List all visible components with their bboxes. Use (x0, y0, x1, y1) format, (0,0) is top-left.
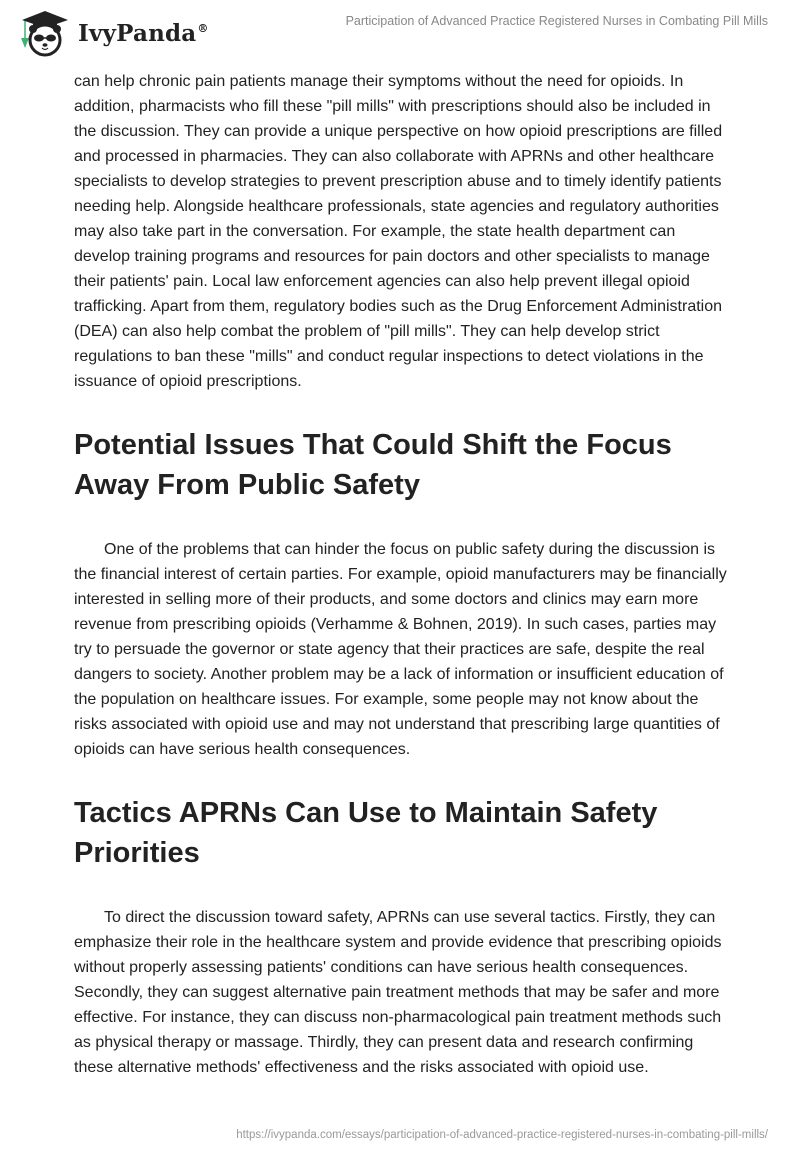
ivypanda-logo[interactable] (16, 8, 209, 58)
brand-name: IvyPanda® (78, 19, 209, 47)
source-url[interactable]: https://ivypanda.com/essays/participation-of-advanced-practice-registered-nurses-in-combating-pill-mills/ (236, 1129, 768, 1141)
document-title: Participation of Advanced Practice Registered Nurses in Combating Pill Mills (345, 14, 768, 28)
section-heading-tactics: Tactics APRNs Can Use to Maintain Safety Priorities (74, 797, 658, 869)
paragraph-tactics: To direct the discussion toward safety, APRNs can use several tactics. Firstly, they can emphasize their role in the healthcare system and provide evidence that prescribing opioids without properly assessing patients' conditions can have serious health consequences. Secondly, they can suggest alternative pain treatment methods that may be safer and more effective. For instance, they can discuss non-pharmacological pain treatment methods such as physical therapy or massage. Thirdly, they can present data and research confirming these alternative methods' effectiveness and the risks associated with opioid use. (74, 909, 722, 1076)
panda-graduate-icon (16, 8, 74, 58)
paragraph-potential-issues: One of the problems that can hinder the focus on public safety during the discussion is the financial interest of certain parties. For example, opioid manufacturers may be financially interested in selling more of their products, and some doctors and clinics may earn more revenue from prescribing opioids (Verhamme & Bohnen, 2019). In such cases, parties may try to persuade the governor or state agency that their practices are safe, despite the real dangers to society. Another problem may be a lack of information or insufficient education of the population on healthcare issues. For example, some people may not know about the risks associated with opioid use and may not understand that prescribing large quantities of opioids can have serious health consequences. (74, 541, 727, 758)
section-heading-potential-issues: Potential Issues That Could Shift the Focus Away From Public Safety (74, 429, 672, 501)
essay-content (74, 69, 734, 1080)
paragraph-continuation: can help chronic pain patients manage their symptoms without the need for opioids. In addition, pharmacists who fill these "pill mills" with prescriptions should also be included in the discussion. They can provide a unique perspective on how opioid prescriptions are filled and processed in pharmacies. They can also collaborate with APRNs and other healthcare specialists to develop strategies to prevent prescription abuse and to timely identify patients needing help. Alongside healthcare professionals, state agencies and regulatory authorities may also take part in the conversation. For example, the state health department can develop training programs and resources for pain doctors and other specialists to manage their patients' pain. Local law enforcement agencies can also help prevent illegal opioid trafficking. Apart from them, regulatory bodies such as the Drug Enforcement Administration (DEA) can also help combat the problem of "pill mills". They can help develop strict regulations to ban these "mills" and conduct regular inspections to detect violations in the issuance of opioid prescriptions. (74, 73, 723, 390)
page-header (0, 0, 800, 60)
